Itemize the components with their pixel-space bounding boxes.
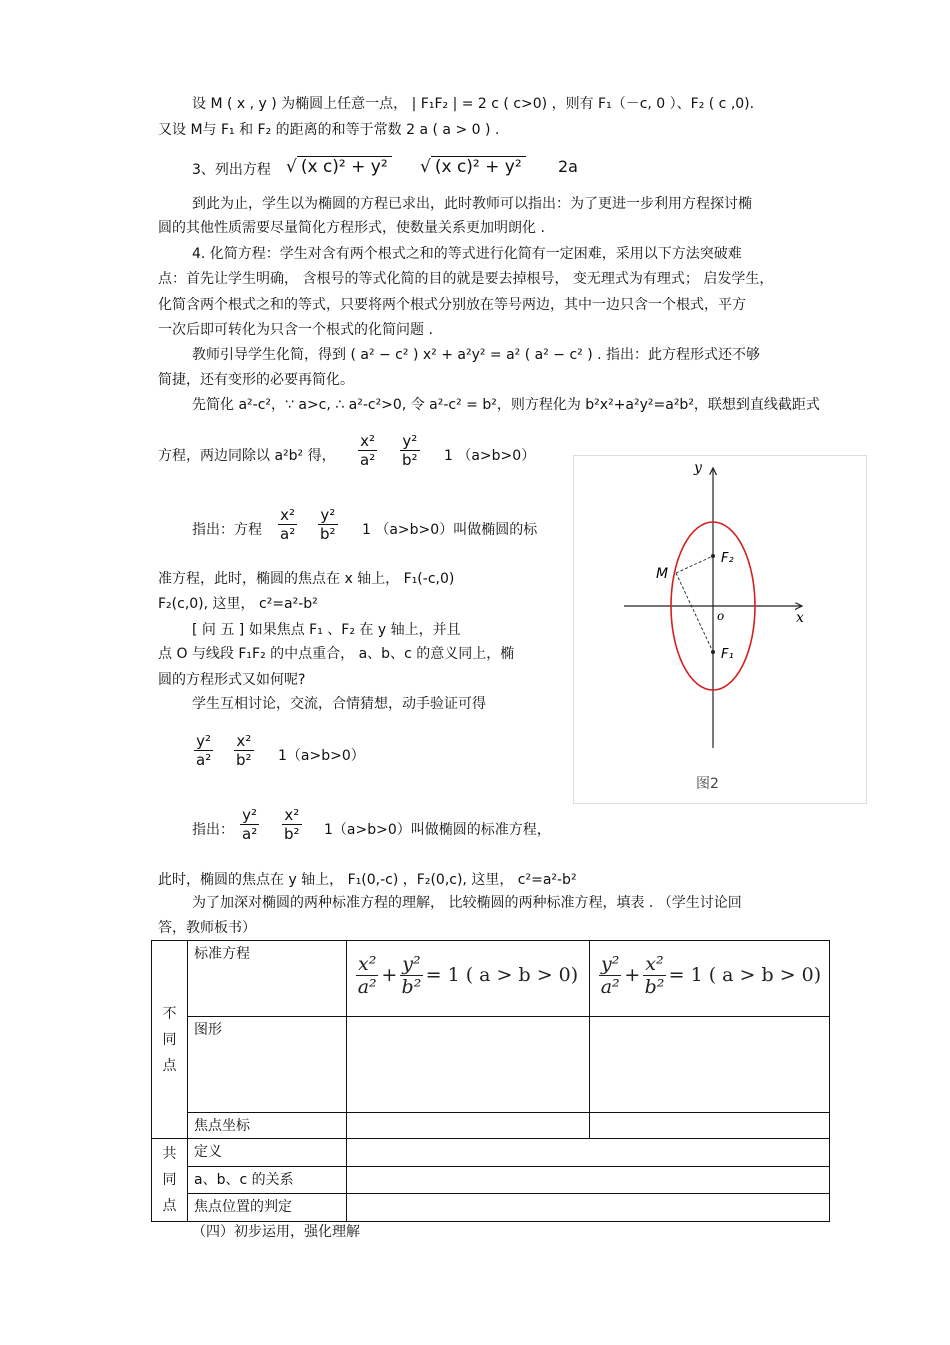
- denominator: b²: [401, 975, 422, 998]
- fraction-x2-b2: [643, 953, 665, 998]
- denominator: a²: [600, 975, 620, 998]
- graph-cell-2: [590, 1017, 830, 1113]
- focus-cell-1: [347, 1113, 590, 1139]
- graph-cell-1: [347, 1017, 590, 1113]
- row-def-label: 定义: [188, 1139, 347, 1167]
- f2-label: F₂: [721, 551, 734, 566]
- point-m-label: M: [656, 566, 669, 582]
- fraction-y2-a2: [240, 806, 259, 843]
- ellipse-figure: [573, 455, 867, 804]
- focus-cell-2: [590, 1113, 830, 1139]
- text-line: 设 M ( x , y ) 为椭圆上任意一点， | F₁F₂ | = 2 c ( c>0) ，则有 F₁（－c, 0 ）、F₂ ( c ,0).: [192, 96, 755, 112]
- denominator: a²: [360, 451, 376, 469]
- denominator: a²: [196, 751, 212, 769]
- numerator: y²: [320, 506, 336, 524]
- text-line: 答，教师板书）: [158, 920, 256, 936]
- focus-f2: [711, 554, 715, 558]
- plus-sign: +: [624, 964, 641, 986]
- denominator: b²: [644, 975, 665, 998]
- fraction-x2-b2: [234, 732, 254, 769]
- fraction-y2-b2: [318, 506, 338, 543]
- section-heading: （四）初步运用，强化理解: [192, 1224, 360, 1240]
- text-line: 一次后即可转化为只含一个根式的化简问题 .: [158, 322, 433, 338]
- numerator: x²: [284, 806, 300, 824]
- denominator: b²: [236, 751, 252, 769]
- plus-sign: +: [381, 964, 398, 986]
- y-axis-label: y: [694, 460, 702, 476]
- equation-rhs: 2a: [558, 157, 578, 176]
- text-line: 简捷，还有变形的必要再简化。: [158, 372, 354, 388]
- row-graph-label: 图形: [188, 1017, 347, 1113]
- common-header-char: 点: [162, 1198, 177, 1214]
- fraction-x2-a2: [356, 953, 378, 998]
- eq-y-major: [596, 943, 823, 1007]
- def-cell: [347, 1139, 830, 1167]
- numerator: y²: [402, 432, 418, 450]
- text-line: 圆的其他性质需要尽量简化方程形式，使数量关系更加明朗化 .: [158, 220, 545, 236]
- sqrt-term-1: √ (x c)² + y²: [286, 152, 392, 182]
- numerator: y²: [242, 806, 258, 824]
- diff-header-char: 不: [162, 1005, 177, 1022]
- numerator: x²: [360, 432, 376, 450]
- judge-cell: [347, 1194, 830, 1222]
- denominator: b²: [284, 825, 300, 843]
- fraction-x2-a2: [278, 506, 297, 543]
- text-line: 点 O 与线段 F₁F₂ 的中点重合， a、b、c 的意义同上，椭: [158, 646, 515, 662]
- text-line: 圆的方程形式又如何呢?: [158, 672, 306, 688]
- sqrt-content: (x c)² + y²: [297, 156, 392, 177]
- diff-header-char: 同: [162, 1031, 177, 1048]
- common-header: [152, 1139, 188, 1222]
- origin-label: o: [717, 609, 725, 623]
- row-focus-label: 焦点坐标: [188, 1113, 347, 1139]
- numerator: x²: [236, 732, 252, 750]
- numerator: y²: [601, 952, 620, 975]
- focus-f1: [711, 650, 715, 654]
- f1-label: F₁: [721, 647, 734, 662]
- text-line: 教师引导学生化简，得到 ( a² − c² ) x² + a²y² = a² ( a² − c² ) . 指出：此方程形式还不够: [192, 347, 761, 363]
- common-header-char: 同: [162, 1172, 177, 1188]
- text-line: 到此为止，学生以为椭圆的方程已求出，此时教师可以指出：为了更进一步利用方程探讨椭: [192, 196, 752, 212]
- step-label: 3、列出方程: [192, 162, 271, 178]
- x-axis-label: x: [796, 610, 804, 626]
- eq-condition: = 1 ( a > b > 0): [425, 964, 579, 986]
- comparison-table: [151, 940, 830, 1222]
- sqrt-content: (x c)² + y²: [431, 156, 526, 177]
- text-line: 1 （a>b>0）: [444, 448, 536, 464]
- text-line: 化简含两个根式之和的等式，只要将两个根式分别放在等号两边，其中一边只含一个根式，平方: [158, 297, 746, 313]
- text-line: 为了加深对椭圆的两种标准方程的理解， 比较椭圆的两种标准方程，填表 . （学生讨论回: [192, 895, 742, 911]
- fraction-y2-a2: [194, 732, 213, 769]
- fraction-y2-a2: [599, 953, 621, 998]
- text-line: 此时，椭圆的焦点在 y 轴上， F₁(0,-c) ，F₂(0,c), 这里， c²=a²-b²: [158, 872, 577, 888]
- focal-segment: [676, 556, 713, 573]
- fraction-x2-b2: [282, 806, 302, 843]
- text-line: 4. 化简方程：学生对含有两个根式之和的等式进行化简有一定困难，采用以下方法突破难: [192, 246, 742, 262]
- eq-condition: = 1 ( a > b > 0): [668, 964, 822, 986]
- numerator: x²: [358, 952, 377, 975]
- text-line: 学生互相讨论，交流，合情猜想，动手验证可得: [192, 696, 486, 712]
- numerator: y²: [402, 952, 421, 975]
- row-judge-label: 焦点位置的判定: [188, 1194, 347, 1222]
- text-line: 1 （a>b>0）叫做椭圆的标: [362, 522, 538, 538]
- text-line: 又设 M与 F₁ 和 F₂ 的距离的和等于常数 2 a ( a > 0 ) .: [158, 122, 500, 138]
- fraction-y2-b2: [400, 953, 422, 998]
- common-header-char: 共: [162, 1146, 177, 1162]
- fraction-x2-a2: [358, 432, 377, 469]
- text-line: 指出：方程: [192, 522, 262, 538]
- ellipse-diagram: [574, 456, 866, 803]
- eq-cell-2: [590, 941, 830, 1017]
- fraction-y2-b2: [400, 432, 420, 469]
- figure-caption: 图2: [696, 776, 719, 792]
- denominator: a²: [242, 825, 258, 843]
- diff-header-char: 点: [162, 1057, 177, 1074]
- numerator: x²: [645, 952, 664, 975]
- row-standard-label: 标准方程: [188, 941, 347, 1017]
- text-line: 1（a>b>0）: [278, 748, 365, 764]
- text-line: 方程，两边同除以 a²b² 得，: [158, 448, 336, 464]
- denominator: b²: [402, 451, 418, 469]
- denominator: a²: [357, 975, 377, 998]
- text-line: 1（a>b>0）叫做椭圆的标准方程，: [324, 822, 551, 838]
- eq-x-major: [353, 943, 583, 1007]
- denominator: b²: [320, 525, 336, 543]
- eq-cell-1: [347, 941, 590, 1017]
- numerator: x²: [280, 506, 296, 524]
- text-line: 点：首先让学生明确， 含根号的等式化简的目的就是要去掉根号， 变无理式为有理式； 启发学生，: [158, 271, 774, 287]
- numerator: y²: [196, 732, 212, 750]
- text-line: 先简化 a²-c²，∵ a>c, ∴ a²-c²>0, 令 a²-c² = b²，则方程化为 b²x²+a²y²=a²b²，联想到直线截距式: [192, 397, 820, 413]
- row-abc-label: a、b、c 的关系: [188, 1166, 347, 1194]
- text-line: [ 问 五 ] 如果焦点 F₁ 、F₂ 在 y 轴上，并且: [192, 622, 461, 638]
- diff-header: [152, 941, 188, 1139]
- focal-segment: [676, 573, 713, 652]
- sqrt-term-2: √ (x c)² + y²: [420, 152, 526, 182]
- text-line: F₂(c,0), 这里， c²=a²-b²: [158, 596, 318, 612]
- denominator: a²: [280, 525, 296, 543]
- abc-cell: [347, 1166, 830, 1194]
- text-line: 准方程，此时，椭圆的焦点在 x 轴上， F₁(-c,0): [158, 571, 455, 587]
- text-line: 指出：: [192, 822, 234, 838]
